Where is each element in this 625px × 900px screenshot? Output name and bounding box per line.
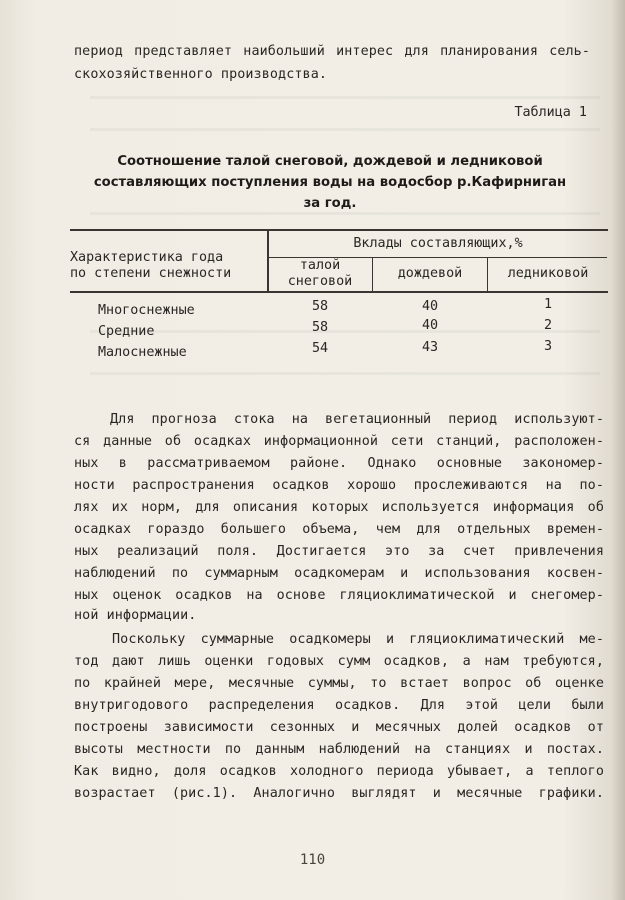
table-top-rule (70, 229, 608, 231)
bleed-through (90, 372, 600, 375)
paragraph-line: ных реализаций поля. Достигается это за счет привлечения (74, 544, 604, 559)
paragraph-line: высоты местности по данным наблюдений на станциях и постах. (74, 742, 604, 757)
table-row-label: Многоснежные (98, 303, 195, 318)
paragraph-line: ной информации. (74, 608, 197, 623)
paragraph-line: ных в рассматриваемом районе. Однако основные закономер- (74, 456, 604, 471)
paragraph-line: Поскольку суммарные осадкомеры и гляциоклиматический ме- (112, 632, 604, 647)
paragraph-line: построены зависимости сезонных и месячных долей осадков от (74, 720, 604, 735)
paragraph-line: лях их норм, для описания которых используется информация об (74, 500, 604, 515)
col-header-snow: талой (299, 258, 341, 273)
bleed-through (90, 128, 600, 131)
table-cell: 54 (311, 341, 329, 356)
table-cell: 43 (421, 340, 439, 355)
paragraph-line: ных оценок осадков на основе гляциоклиматической и снегомер- (74, 588, 604, 603)
table-row-label: Средние (98, 324, 155, 339)
paragraph-line: по крайней мере, месячные суммы, то встает вопрос об оценке (74, 676, 604, 691)
table-cell: 3 (543, 339, 553, 354)
paragraph-line: внутригодового распределения осадков. Для этой цели были (74, 698, 604, 713)
paragraph-line: ся данные об осадках информационной сети станций, расположен- (74, 434, 604, 449)
group-header: Вклады составляющих,% (353, 236, 523, 251)
paragraph-line: осадках гораздо большего объема, чем для отдельных времен- (74, 522, 604, 537)
row-label-header: по степени снежности (70, 266, 232, 281)
page-edge-shadow (611, 0, 625, 900)
table-cell: 58 (311, 320, 329, 335)
paragraph-line: Как видно, доля осадков холодного периода убывает, а теплого (74, 764, 604, 779)
table-cell: 58 (311, 299, 329, 314)
intro-line: период представляет наибольший интерес для планирования сель- (74, 44, 590, 59)
col-header-rain: дождевой (397, 266, 463, 281)
col-header-snow: снеговой (287, 274, 353, 289)
paragraph-line: Для прогноза стока на вегетационный период используют- (110, 412, 604, 427)
table-row-label: Малоснежные (98, 345, 187, 360)
paragraph-line: ности распространения осадков хорошо прослеживаются на по- (74, 478, 604, 493)
table-header-rule (70, 291, 608, 293)
paragraph-line: наблюдений по суммарным осадкомерам и использования косвен- (74, 566, 604, 581)
paragraph-line: возрастает (рис.1). Аналогично выглядят и месячные графики. (74, 786, 604, 801)
table-title: Соотношение талой снеговой, дождевой и ледниковой (117, 154, 543, 169)
table-cell: 40 (421, 318, 439, 333)
table-title: за год. (303, 196, 357, 211)
table-cell: 2 (543, 318, 553, 333)
bleed-through (90, 96, 600, 99)
row-label-header: Характеристика года (70, 250, 224, 265)
col-header-glacier: ледниковой (507, 266, 589, 281)
table-cell: 1 (543, 297, 553, 312)
paragraph-line: тод дают лишь оценки годовых сумм осадков, а нам требуются, (74, 654, 604, 669)
table-title: составляющих поступления воды на водосбор р.Кафирниган (93, 175, 567, 190)
table-cell: 40 (421, 299, 439, 314)
table-label: Таблица 1 (514, 105, 587, 120)
intro-line: скохозяйственного производства. (74, 67, 328, 82)
page-number: 110 (299, 852, 326, 868)
